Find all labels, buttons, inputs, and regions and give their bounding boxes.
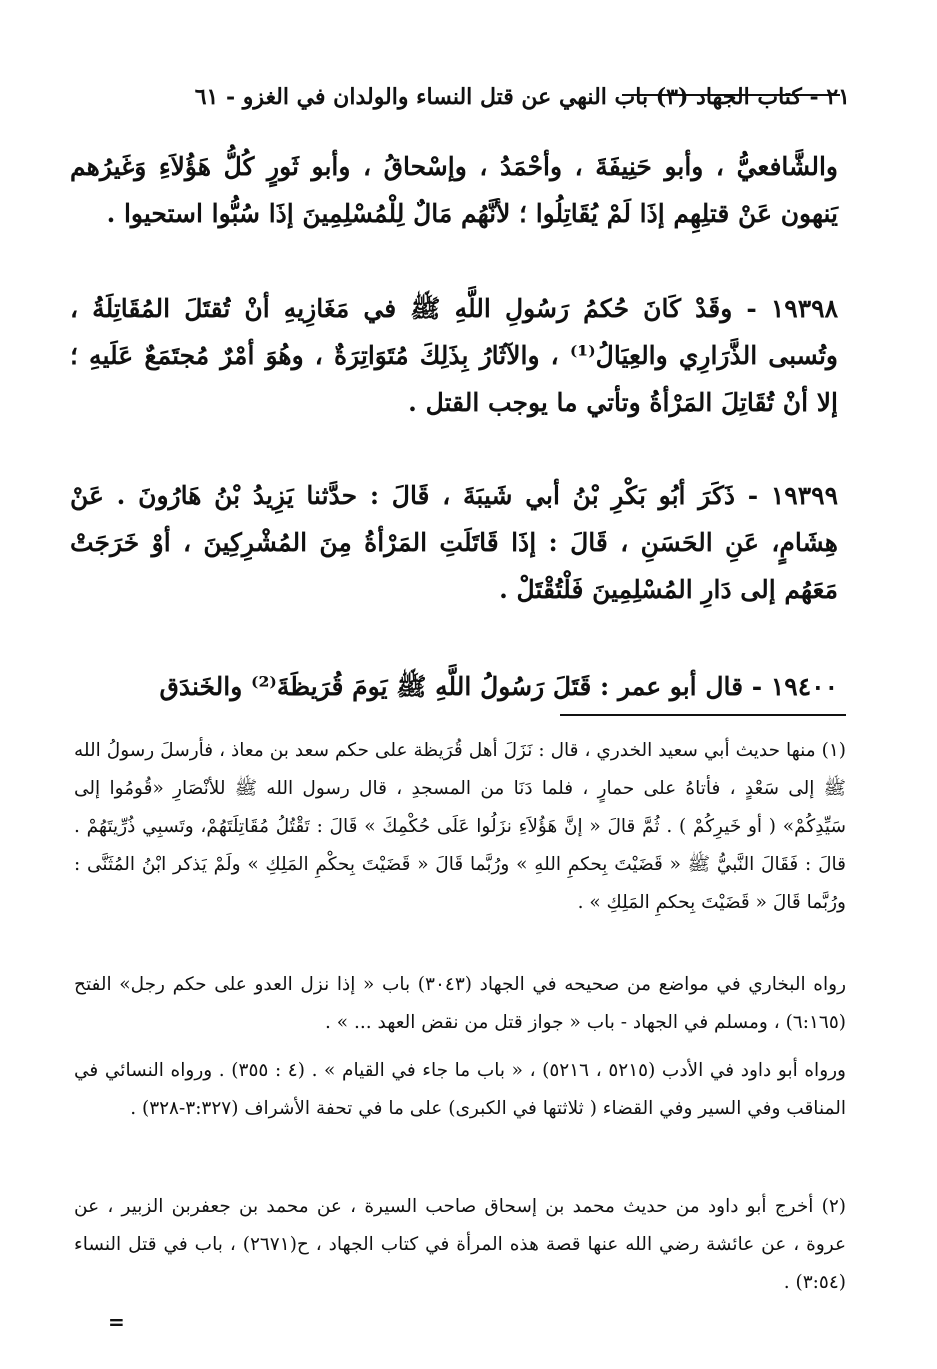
main-text-block-4 (70, 663, 838, 710)
footnote-separator (560, 714, 846, 716)
footnote-2 (74, 1188, 846, 1302)
paragraph-19398: ١٩٣٩٨ - وقَدْ كَانَ حُكمُ رَسُولِ اللَّهِ ﷺ في مَغَازِيهِ أنْ تُقتَلَ المُقَاتِلَةُ ، وتُسبى الذَّرَارِي والعِيَالُ⁽¹⁾ ، والآثَارُ بِذَلِكَ مُتَوَاتِرَةٌ ، وهُوَ أمْرٌ مُجتَمَعٌ عَلَيهِ ؛ إلا أنْ تُقَاتِلَ المَرْأةُ وتأتي ما يوجب القتل . (70, 294, 838, 417)
main-text-block-2 (70, 285, 838, 426)
footnote-1a (74, 732, 846, 922)
footnote-2-text: (٢) أخرج أبو داود من حديث محمد بن إسحاق صاحب السيرة ، عن محمد بن جعفربن الزبير ، عن عروة ، عن عائشة رضي الله عنها قصة هذه المرأة في كتاب الجهاد ، ح(٢٦٧١) ، باب في قتل النساء (٣:٥٤) . (74, 1196, 846, 1293)
main-text-block-1 (70, 143, 838, 237)
footnote-1-more-sources: ورواه أبو داود في الأدب (٥٢١٥ ، ٥٢١٦) ، « باب ما جاء في القيام » . (٤ : ٣٥٥) . ورواه النسائي في المناقب وفي السير وفي القضاء ( ثلاثتها في الكبرى) على ما في تحفة الأشراف (٣:٣٢٧-٣٢٨) . (74, 1060, 846, 1119)
footnote-1c (74, 1052, 846, 1128)
footnote-1b (74, 966, 846, 1042)
paragraph-19399: ١٩٣٩٩ - ذَكَرَ أبُو بَكْرِ بْنُ أبي شَيبَةَ ، قَالَ : حدَّثنا يَزِيدُ بْنُ هَارُونَ . عَنْ هِشَامٍ، عَنِ الحَسَنِ ، قَالَ : إذَا قَاتَلَتِ المَرْأةُ مِنَ المُشْرِكِينَ ، أوْ خَرَجَتْ مَعَهُم إلى دَارِ المُسْلِمِينَ فَلْتُقْتَلْ . (70, 481, 838, 604)
footnote-1-text: (١) منها حديث أبي سعيد الخدري ، قال : نَزَلَ أهل قُرَيظة على حكم سعد بن معاذ ، فأرسلَ رسولُ الله ﷺ إلى سَعْدٍ ، فأتاهُ على حمارٍ ، فلما دَنَا من المسجدِ ، قال رسول الله ﷺ للأنْصَارِ «قُومُوا إلى سَيِّدِكُمْ» ( أو خَيرِكُمْ ) . ثُمَّ قالَ « إنَّ هَؤُلاَءِ نزَلُوا عَلَى حُكْمِكَ » قَالَ : تَقْتُلُ مُقَاتِلَتَهُمْ، وتَسبِي ذُرِّيتَهُمْ . قالَ : فَقَالَ النَّبيُّ ﷺ « قَضَيْتَ بِحكمِ اللهِ » ورُبَّما قَالَ « قَضَيْتَ بِحكْمِ المَلِكِ » ولَمْ يَذكر ابْنُ المُثَنَّى : ورُبَّما قَالَ « قَضَيْتَ بِحكمِ المَلِكِ » . (74, 740, 846, 913)
page-continuation-mark: = (108, 1310, 125, 1334)
main-text-block-3 (70, 472, 838, 613)
paragraph-19400: ١٩٤٠٠ - قال أبو عمر : قَتَلَ رَسُولُ اللَّهِ ﷺ يَومَ قُرَيظَةَ⁽²⁾ والخَندَق (159, 672, 838, 701)
paragraph-1: والشَّافعيُّ ، وأبو حَنِيفَةَ ، وأحْمَدُ ، وإسْحاقُ ، وأبو ثَورٍ كُلُّ هَؤُلاَءِ وَغَيرُهم يَنهون عَنْ قتلِهِم إذَا لَمْ يُقَاتِلُوا ؛ لأنَّهُم مَالٌ لِلْمُسْلِمِينَ إذَا سُبُّوا استحيوا . (70, 152, 838, 228)
footnote-1-source: رواه البخاري في مواضع من صحيحه في الجهاد (٣٠٤٣) باب « إذا نزل العدو على حكم رجل» الفتح (٦:١٦٥) ، ومسلم في الجهاد - باب « جواز قتل من نقض العهد ... » . (74, 974, 846, 1033)
running-header: ٢١ - كتاب الجهاد (٣) باب النهي عن قتل النساء والولدان في الغزو - ٦١ (194, 84, 850, 110)
